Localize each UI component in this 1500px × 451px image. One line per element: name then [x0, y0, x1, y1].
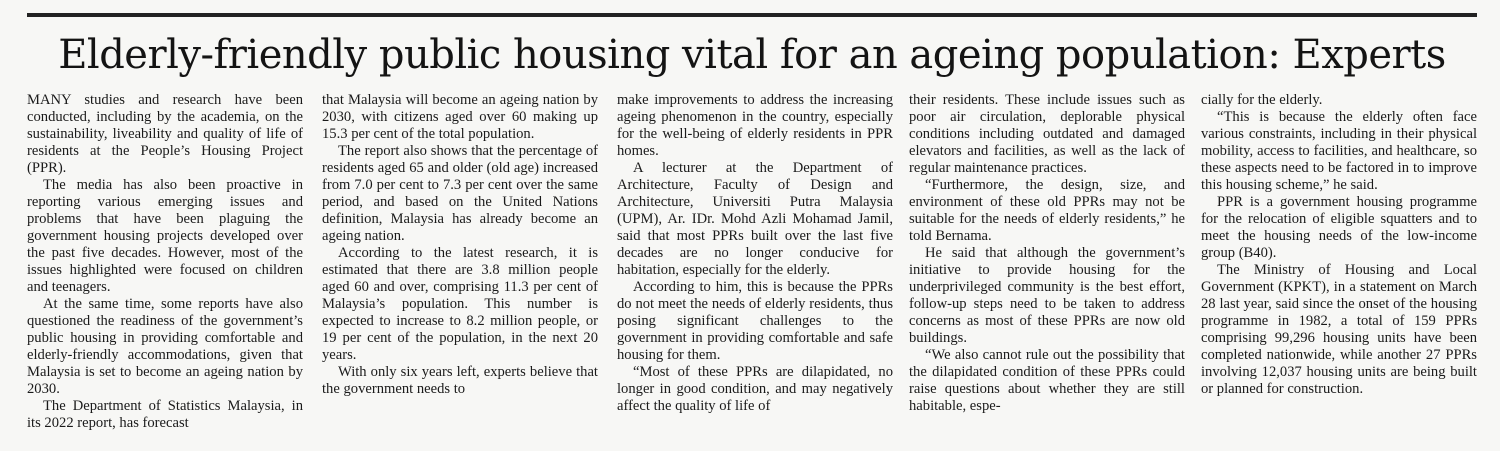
headline: Elderly-friendly public housing vital for an ageing population: Experts [58, 32, 1446, 78]
paragraph: that Malaysia will become an ageing nation by 2030, with citizens aged over 60 making up 15.3 per cent of the total population. [322, 92, 598, 142]
article-body [27, 92, 1477, 432]
paragraph: With only six years left, experts believe that the government needs to [322, 364, 598, 397]
article-column-4 [909, 92, 1185, 432]
paragraph: PPR is a government housing programme for the relocation of eligible squatters and to meet the housing needs of the low-income group (B40). [1201, 194, 1477, 261]
paragraph: The Department of Statistics Malaysia, in its 2022 report, has forecast [27, 398, 303, 431]
article-column-5 [1201, 92, 1477, 432]
article-column-2 [322, 92, 598, 432]
paragraph: A lecturer at the Department of Architecture, Faculty of Design and Architecture, Universiti Putra Malaysia (UPM), Ar. IDr. Mohd Azli Mohamad Jamil, said that most PPRs built over the last five decades are no longer conducive for habitation, especially for the elderly. [617, 160, 893, 278]
paragraph: “Furthermore, the design, size, and environment of these old PPRs may not be suitable for the needs of elderly residents,” he told Bernama. [909, 177, 1185, 244]
paragraph: “This is because the elderly often face various constraints, including in their physical mobility, access to facilities, and healthcare, so these aspects need to be factored in to improve this housing scheme,” he said. [1201, 109, 1477, 193]
paragraph: At the same time, some reports have also questioned the readiness of the government’s public housing in providing comfortable and elderly-friendly accommodations, given that Malaysia is set to become an ageing nation by 2030. [27, 296, 303, 397]
paragraph: According to the latest research, it is estimated that there are 3.8 million people aged 60 and over, comprising 11.3 per cent of Malaysia’s population. This number is expected to increase to 8.2 million people, or 19 per cent of the population, in the next 20 years. [322, 245, 598, 363]
paragraph: He said that although the government’s initiative to provide housing for the underprivileged community is the best effort, follow-up steps need to be taken to address concerns as most of these PPRs are now old buildings. [909, 245, 1185, 346]
paragraph: make improvements to address the increasing ageing phenomenon in the country, especially for the well-being of elderly residents in PPR homes. [617, 92, 893, 159]
article-column-1 [27, 92, 303, 432]
paragraph: The media has also been proactive in reporting various emerging issues and problems that have been plaguing the government housing projects developed over the past five decades. However, most of the issues highlighted were focused on children and teenagers. [27, 177, 303, 295]
paragraph: cially for the elderly. [1201, 92, 1323, 108]
paragraph: The Ministry of Housing and Local Government (KPKT), in a statement on March 28 last year, said since the onset of the housing programme in 1982, a total of 159 PPRs comprising 99,296 housing units have been completed nationwide, while another 27 PPRs involving 12,037 housing units are being built or planned for construction. [1201, 262, 1477, 397]
article-column-3 [617, 92, 893, 432]
paragraph: According to him, this is because the PPRs do not meet the needs of elderly residents, thus posing significant challenges to the government in providing comfortable and safe housing for them. [617, 279, 893, 363]
paragraph: “We also cannot rule out the possibility that the dilapidated condition of these PPRs could raise questions about whether they are still habitable, espe- [909, 347, 1185, 414]
paragraph: The report also shows that the percentage of residents aged 65 and older (old age) increased from 7.0 per cent to 7.3 per cent over the same period, and based on the United Nations definition, Malaysia has already become an ageing nation. [322, 143, 598, 244]
paragraph: MANY studies and research have been conducted, including by the academia, on the sustainability, liveability and quality of life of residents at the People’s Housing Project (PPR). [27, 92, 303, 176]
paragraph: “Most of these PPRs are dilapidated, no longer in good condition, and may negatively affect the quality of life of [617, 364, 893, 414]
top-rule [27, 13, 1477, 17]
paragraph: their residents. These include issues such as poor air circulation, deplorable physical conditions including outdated and damaged elevators and facilities, as well as the lack of regular maintenance practices. [909, 92, 1185, 176]
